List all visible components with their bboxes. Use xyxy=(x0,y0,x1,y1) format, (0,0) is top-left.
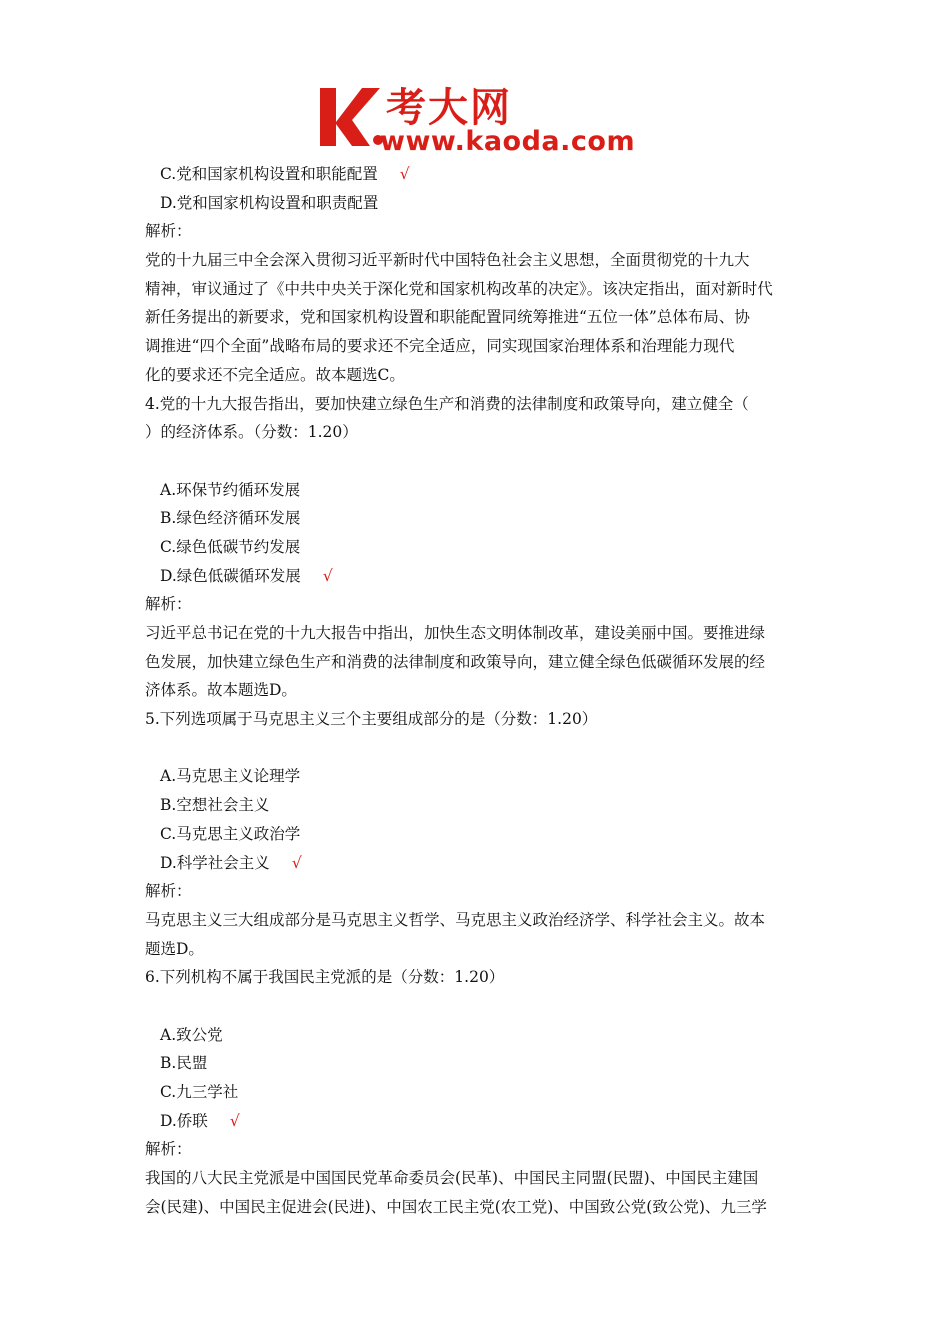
option-line: D.科学社会主义 √ xyxy=(160,853,302,872)
option-line: D.绿色低碳循环发展 √ xyxy=(160,566,333,585)
correct-check-icon: √ xyxy=(322,566,333,585)
correct-check-icon: √ xyxy=(229,1111,240,1130)
analysis-label: 解析： xyxy=(145,882,192,901)
correct-check-icon: √ xyxy=(399,165,410,183)
option-line: B.民盟 xyxy=(160,1054,208,1073)
option-line: C.九三学社 xyxy=(160,1083,239,1101)
analysis-text-line: 马克思主义三大组成部分是马克思主义哲学、马克思主义政治经济学、科学社会主义。故本 xyxy=(145,910,766,929)
analysis-text-line: 题选D。 xyxy=(145,939,204,958)
analysis-text-line: 新任务提出的新要求，党和国家机构设置和职能配置同统筹推进“五位一体”总体布局、协 xyxy=(145,308,750,327)
option-line: A.马克思主义论理学 xyxy=(160,767,301,786)
question-stem: 5.下列选项属于马克思主义三个主要组成部分的是（分数：1.20） xyxy=(145,710,598,729)
option-line: C.马克思主义政治学 xyxy=(160,824,301,843)
option-line: B.绿色经济循环发展 xyxy=(160,509,301,528)
analysis-label: 解析： xyxy=(145,595,192,614)
analysis-text-line: 精神，审议通过了《中共中央关于深化党和国家机构改革的决定》。该决定指出，面对新时代 xyxy=(145,279,773,298)
kaoda-logo xyxy=(318,80,648,162)
logo-brand-name: 考大网 xyxy=(386,85,512,131)
question-stem: ）的经济体系。（分数：1.20） xyxy=(145,423,358,442)
analysis-text-line: 党的十九届三中全会深入贯彻习近平新时代中国特色社会主义思想，全面贯彻党的十九大 xyxy=(145,251,750,270)
correct-check-icon: √ xyxy=(291,853,302,872)
document-body xyxy=(145,160,810,1221)
analysis-text-line: 习近平总书记在党的十九大报告中指出，加快生态文明体制改革，建设美丽中国。要推进绿 xyxy=(145,624,766,642)
option-line: A.环保节约循环发展 xyxy=(160,480,301,499)
option-line: C.党和国家机构设置和职能配置 √ xyxy=(160,165,410,183)
analysis-label: 解析： xyxy=(145,222,192,241)
analysis-text-line: 调推进“四个全面”战略布局的要求还不完全适应，同实现国家治理体系和治理能力现代 xyxy=(145,337,735,356)
option-line: D.党和国家机构设置和职责配置 xyxy=(160,193,379,212)
analysis-text-line: 化的要求还不完全适应。故本题选C。 xyxy=(145,365,405,384)
option-line: C.绿色低碳节约发展 xyxy=(160,537,301,556)
logo-brand-url: www.kaoda.com xyxy=(380,126,636,157)
option-line: A.致公党 xyxy=(160,1025,223,1044)
analysis-text-line: 济体系。故本题选D。 xyxy=(145,681,297,700)
k-logo-icon xyxy=(318,82,388,152)
analysis-label: 解析： xyxy=(145,1140,192,1159)
question-stem: 6.下列机构不属于我国民主党派的是（分数：1.20） xyxy=(145,968,505,987)
analysis-text-line: 我国的八大民主党派是中国国民党革命委员会(民革)、中国民主同盟(民盟)、中国民主建国 xyxy=(145,1169,759,1188)
question-stem: 4.党的十九大报告指出，要加快建立绿色生产和消费的法律制度和政策导向，建立健全（ xyxy=(145,394,749,413)
option-line: B.空想社会主义 xyxy=(160,796,270,815)
option-line: D.侨联 √ xyxy=(160,1111,240,1130)
analysis-text-line: 色发展，加快建立绿色生产和消费的法律制度和政策导向，建立健全绿色低碳循环发展的经 xyxy=(145,652,766,671)
analysis-text-line: 会(民建)、中国民主促进会(民进)、中国农工民主党(农工党)、中国致公党(致公党)、九三学 xyxy=(145,1197,767,1216)
